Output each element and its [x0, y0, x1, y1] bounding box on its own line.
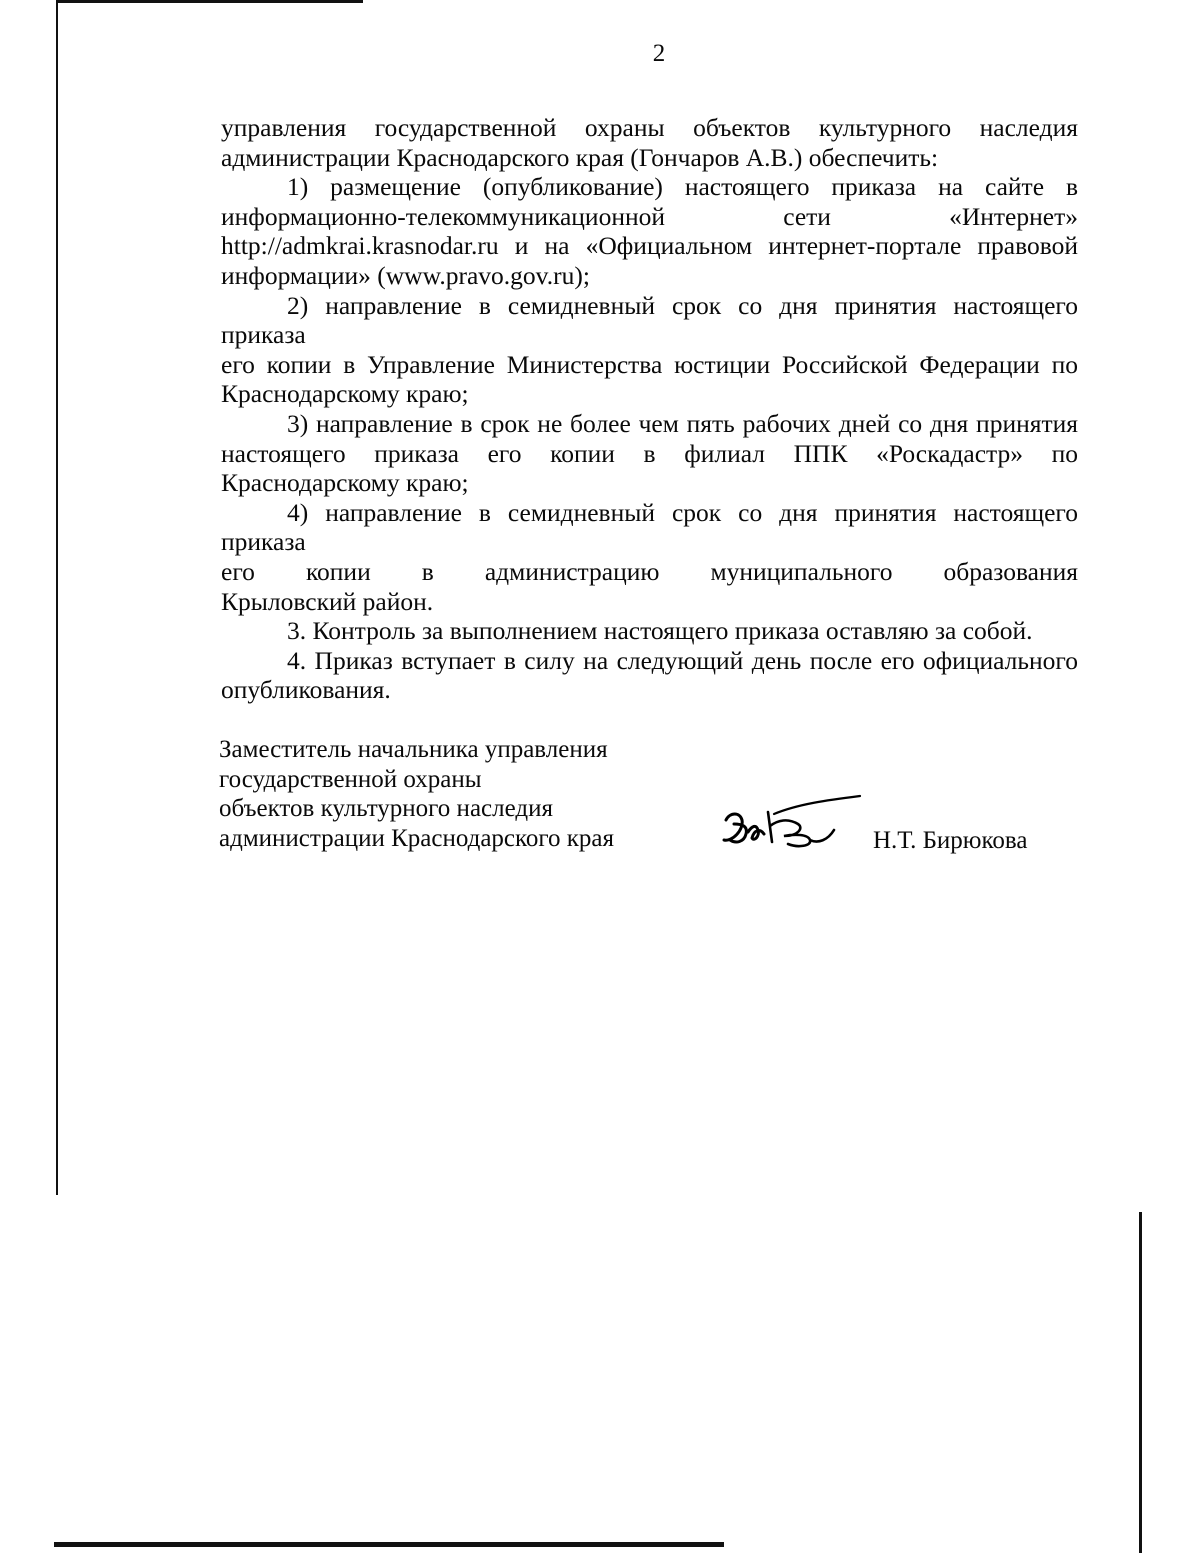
paragraph-line: 4. Приказ вступает в силу на следующий день после его официального: [287, 645, 1078, 675]
scan-border-bottom: [54, 1542, 724, 1547]
page-number: 2: [652, 40, 666, 67]
paragraph-line: 3. Контроль за выполнением настоящего приказа оставляю за собой.: [287, 616, 1033, 646]
paragraph-line: Краснодарскому краю;: [221, 468, 469, 498]
paragraph-line: администрации Краснодарского края (Гончаров А.В.) обеспечить:: [221, 142, 939, 172]
signatory-position-line: Заместитель начальника управления: [219, 736, 608, 763]
paragraph-line: информационно-телекоммуникационной сети «Интернет»: [221, 201, 1078, 231]
paragraph: [221, 409, 1078, 498]
paragraph-line: http://admkrai.krasnodar.ru и на «Официальном интернет-портале правовой: [221, 231, 1078, 261]
document-body: [221, 113, 1078, 705]
paragraph-line: его копии в администрацию муниципального образования: [221, 556, 1078, 586]
paragraph: [221, 498, 1078, 616]
paragraph: [221, 616, 1078, 646]
paragraph-line: 3) направление в срок не более чем пять рабочих дней со дня принятия: [287, 408, 1078, 438]
paragraph-line: настоящего приказа его копии в филиал ППК «Роскадастр» по: [221, 438, 1078, 468]
signer-name: Н.Т. Бирюкова: [873, 827, 1028, 854]
paragraph-line: 2) направление в семидневный срок со дня принятия настоящего приказа: [221, 290, 1078, 350]
signatory-position: [219, 735, 614, 853]
paragraph-line: Краснодарскому краю;: [221, 379, 469, 409]
paragraph: [221, 291, 1078, 409]
scan-border-top: [58, 0, 363, 3]
signatory-position-line: объектов культурного наследия: [219, 795, 553, 823]
paragraph-line: 1) размещение (опубликование) настоящего приказа на сайте в: [287, 172, 1078, 202]
paragraph-line: информации» (www.pravo.gov.ru);: [221, 260, 590, 290]
paragraph-line: его копии в Управление Министерства юстиции Российской Федерации по: [221, 349, 1078, 379]
paragraph: [221, 113, 1078, 172]
signatory-position-line: администрации Краснодарского края: [219, 824, 615, 852]
paragraph-line: 4) направление в семидневный срок со дня принятия настоящего приказа: [221, 497, 1078, 557]
handwritten-signature: [718, 790, 868, 858]
paragraph-line: управления государственной охраны объектов культурного наследия: [221, 113, 1078, 142]
paragraph-line: опубликования.: [221, 675, 391, 705]
signatory-position-line: государственной охраны: [219, 765, 482, 793]
paragraph: [221, 646, 1078, 705]
scan-border-right: [1139, 1212, 1142, 1553]
paragraph-line: Крыловский район.: [221, 586, 434, 616]
paragraph: [221, 172, 1078, 290]
scan-border-left: [56, 0, 58, 1195]
